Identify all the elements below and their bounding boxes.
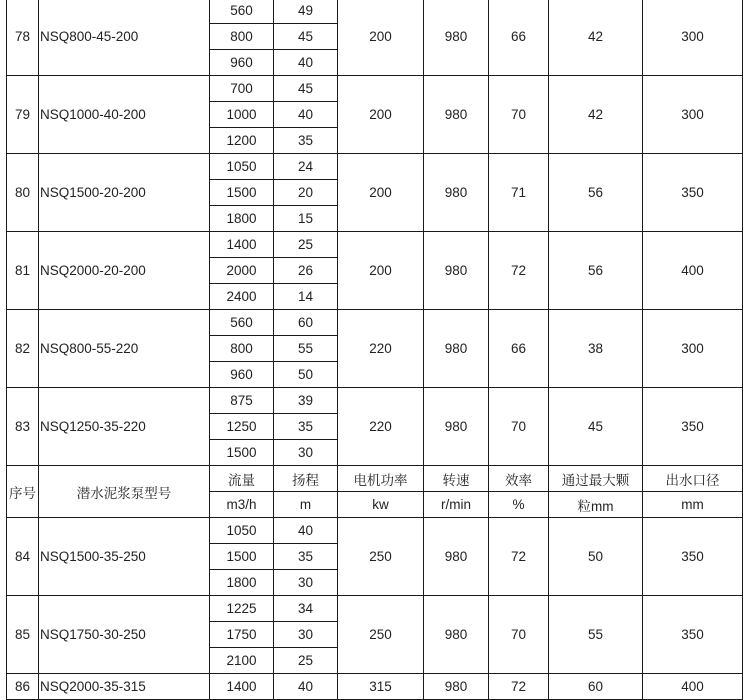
power-cell: 250	[338, 518, 424, 596]
efficiency-cell: 71	[489, 154, 549, 232]
row-no-cell: 80	[7, 154, 39, 232]
head-cell: 60	[274, 310, 338, 336]
flow-cell: 875	[210, 388, 274, 414]
particle-cell: 56	[549, 154, 643, 232]
table-header	[7, 466, 743, 518]
speed-cell: 980	[424, 76, 489, 154]
row-no-cell: 83	[7, 388, 39, 466]
flow-cell: 1050	[210, 518, 274, 544]
efficiency-cell: 72	[489, 518, 549, 596]
head-cell: 30	[274, 440, 338, 466]
particle-cell: 42	[549, 0, 643, 76]
header-efficiency-unit: %	[489, 492, 549, 518]
flow-cell: 1500	[210, 180, 274, 206]
head-cell: 14	[274, 284, 338, 310]
particle-cell: 56	[549, 232, 643, 310]
model-cell: NSQ1250-35-220	[39, 388, 210, 466]
header-row-1	[7, 466, 743, 492]
flow-cell: 2000	[210, 258, 274, 284]
head-cell: 50	[274, 362, 338, 388]
head-cell: 20	[274, 180, 338, 206]
row-no-cell: 84	[7, 518, 39, 596]
outlet-cell: 350	[643, 154, 743, 232]
speed-cell: 980	[424, 596, 489, 674]
model-cell: NSQ1500-35-250	[39, 518, 210, 596]
speed-cell: 980	[424, 310, 489, 388]
row-no-cell: 82	[7, 310, 39, 388]
flow-cell: 560	[210, 0, 274, 24]
header-speed: 转速	[424, 466, 489, 492]
particle-cell: 45	[549, 388, 643, 466]
particle-cell: 60	[549, 674, 643, 700]
particle-cell: 50	[549, 518, 643, 596]
head-cell: 39	[274, 388, 338, 414]
efficiency-cell: 66	[489, 0, 549, 76]
model-cell: NSQ2000-20-200	[39, 232, 210, 310]
flow-cell: 700	[210, 76, 274, 102]
flow-cell: 1500	[210, 544, 274, 570]
header-outlet-unit: mm	[643, 492, 743, 518]
efficiency-cell: 70	[489, 388, 549, 466]
table-row	[7, 0, 743, 24]
head-cell: 35	[274, 128, 338, 154]
head-cell: 25	[274, 648, 338, 674]
power-cell: 200	[338, 232, 424, 310]
flow-cell: 1400	[210, 232, 274, 258]
power-cell: 220	[338, 310, 424, 388]
table-row	[7, 388, 743, 414]
outlet-cell: 350	[643, 518, 743, 596]
flow-cell: 960	[210, 362, 274, 388]
flow-cell: 800	[210, 24, 274, 50]
header-head: 扬程	[274, 466, 338, 492]
power-cell: 315	[338, 674, 424, 700]
header-efficiency: 效率	[489, 466, 549, 492]
efficiency-cell: 70	[489, 596, 549, 674]
head-cell: 26	[274, 258, 338, 284]
table-row	[7, 232, 743, 258]
table-row	[7, 76, 743, 102]
model-cell: NSQ1750-30-250	[39, 596, 210, 674]
head-cell: 34	[274, 596, 338, 622]
outlet-cell: 300	[643, 76, 743, 154]
header-no: 序号	[7, 466, 39, 518]
flow-cell: 1200	[210, 128, 274, 154]
power-cell: 250	[338, 596, 424, 674]
flow-cell: 1500	[210, 440, 274, 466]
outlet-cell: 300	[643, 310, 743, 388]
table-body-after	[7, 518, 743, 700]
head-cell: 49	[274, 0, 338, 24]
flow-cell: 1225	[210, 596, 274, 622]
head-cell: 40	[274, 102, 338, 128]
flow-cell: 2100	[210, 648, 274, 674]
table-row	[7, 518, 743, 544]
speed-cell: 980	[424, 518, 489, 596]
power-cell: 220	[338, 388, 424, 466]
header-power-unit: kw	[338, 492, 424, 518]
table-row	[7, 596, 743, 622]
flow-cell: 1800	[210, 570, 274, 596]
speed-cell: 980	[424, 232, 489, 310]
flow-cell: 1800	[210, 206, 274, 232]
flow-cell: 1000	[210, 102, 274, 128]
table-body-before	[7, 0, 743, 466]
outlet-cell: 350	[643, 388, 743, 466]
model-cell: NSQ1000-40-200	[39, 76, 210, 154]
header-flow-unit: m3/h	[210, 492, 274, 518]
power-cell: 200	[338, 76, 424, 154]
header-outlet: 出水口径	[643, 466, 743, 492]
flow-cell: 1750	[210, 622, 274, 648]
head-cell: 30	[274, 570, 338, 596]
table-row	[7, 674, 743, 700]
head-cell: 35	[274, 544, 338, 570]
head-cell: 40	[274, 674, 338, 700]
header-flow: 流量	[210, 466, 274, 492]
flow-cell: 1050	[210, 154, 274, 180]
head-cell: 24	[274, 154, 338, 180]
row-no-cell: 81	[7, 232, 39, 310]
head-cell: 55	[274, 336, 338, 362]
head-cell: 15	[274, 206, 338, 232]
model-cell: NSQ800-45-200	[39, 0, 210, 76]
outlet-cell: 400	[643, 232, 743, 310]
head-cell: 45	[274, 24, 338, 50]
flow-cell: 2400	[210, 284, 274, 310]
head-cell: 25	[274, 232, 338, 258]
outlet-cell: 350	[643, 596, 743, 674]
model-cell: NSQ800-55-220	[39, 310, 210, 388]
efficiency-cell: 66	[489, 310, 549, 388]
efficiency-cell: 72	[489, 232, 549, 310]
row-no-cell: 79	[7, 76, 39, 154]
model-cell: NSQ1500-20-200	[39, 154, 210, 232]
flow-cell: 800	[210, 336, 274, 362]
particle-cell: 42	[549, 76, 643, 154]
header-particle-line2: 粒mm	[549, 492, 643, 518]
flow-cell: 960	[210, 50, 274, 76]
particle-cell: 38	[549, 310, 643, 388]
head-cell: 40	[274, 50, 338, 76]
power-cell: 200	[338, 154, 424, 232]
header-head-unit: m	[274, 492, 338, 518]
pump-spec-table	[6, 0, 743, 700]
model-cell: NSQ2000-35-315	[39, 674, 210, 700]
table-row	[7, 310, 743, 336]
flow-cell: 1250	[210, 414, 274, 440]
head-cell: 45	[274, 76, 338, 102]
flow-cell: 560	[210, 310, 274, 336]
efficiency-cell: 70	[489, 76, 549, 154]
speed-cell: 980	[424, 0, 489, 76]
flow-cell: 1400	[210, 674, 274, 700]
header-model: 潜水泥浆泵型号	[39, 466, 210, 518]
speed-cell: 980	[424, 674, 489, 700]
row-no-cell: 78	[7, 0, 39, 76]
header-speed-unit: r/min	[424, 492, 489, 518]
power-cell: 200	[338, 0, 424, 76]
head-cell: 30	[274, 622, 338, 648]
head-cell: 40	[274, 518, 338, 544]
speed-cell: 980	[424, 154, 489, 232]
row-no-cell: 85	[7, 596, 39, 674]
outlet-cell: 400	[643, 674, 743, 700]
header-particle-line1: 通过最大颗	[549, 466, 643, 492]
outlet-cell: 300	[643, 0, 743, 76]
row-no-cell: 86	[7, 674, 39, 700]
header-power: 电机功率	[338, 466, 424, 492]
particle-cell: 55	[549, 596, 643, 674]
table-row	[7, 154, 743, 180]
efficiency-cell: 72	[489, 674, 549, 700]
head-cell: 35	[274, 414, 338, 440]
speed-cell: 980	[424, 388, 489, 466]
